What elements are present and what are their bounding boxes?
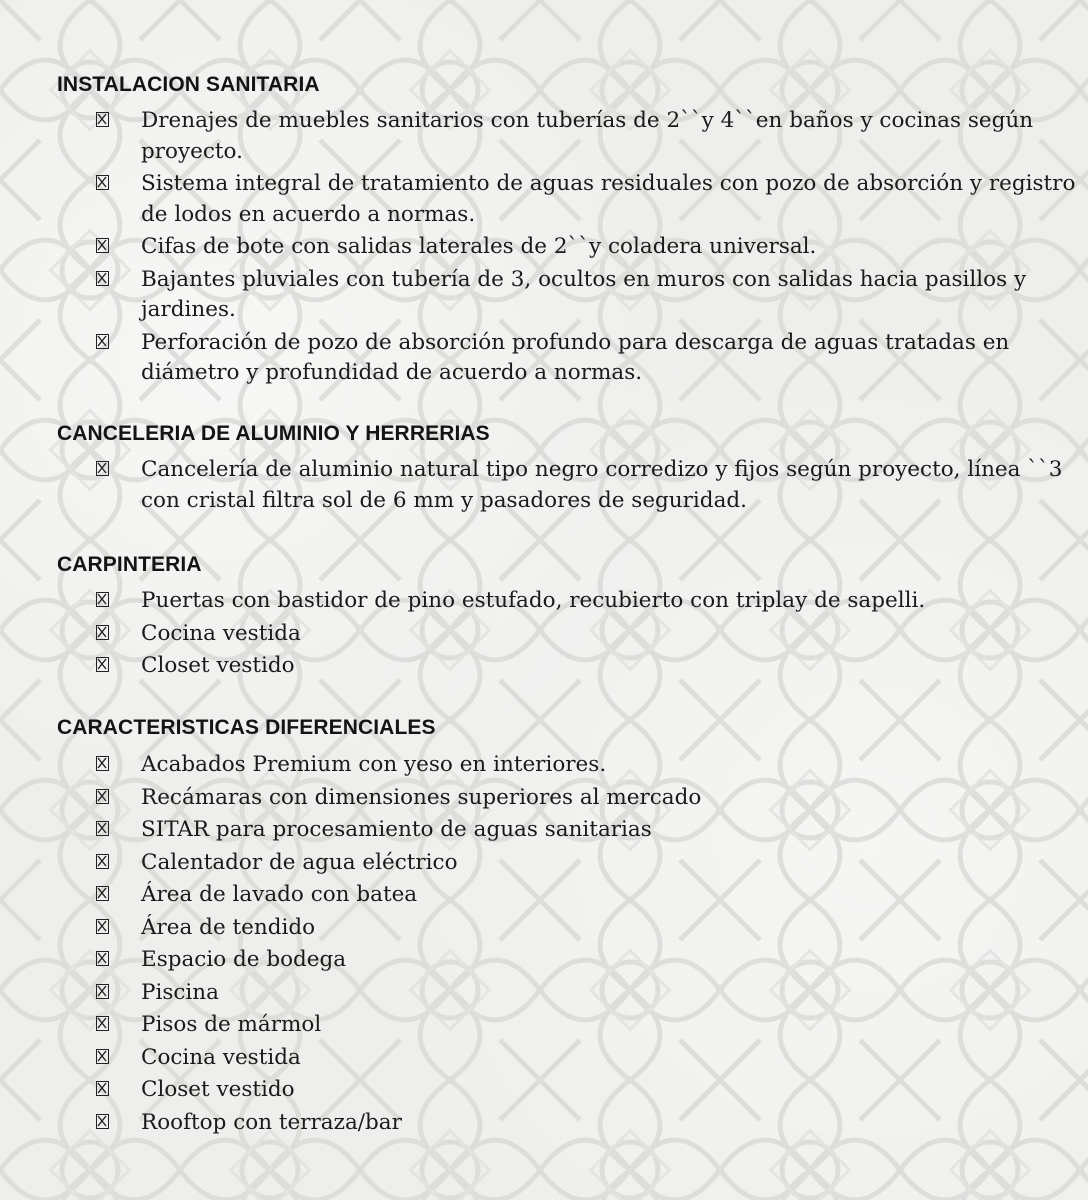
list-item-text: Closet vestido <box>141 1077 295 1102</box>
boxed-x-icon <box>96 821 109 836</box>
list-item-text: Cancelería de aluminio natural tipo negro corredizo y fijos según proyecto, línea ``3 con cristal filtra sol de 6 mm y pasadores de seguridad. <box>141 457 1063 513</box>
boxed-x-icon <box>96 592 109 607</box>
list-item <box>0 978 1088 1009</box>
list-item <box>0 783 1088 814</box>
list-item-text: Cocina vestida <box>141 1044 301 1070</box>
list-item-text: Bajantes pluviales con tubería de 3, ocultos en muros con salidas hacia pasillos y jardines. <box>141 266 1027 322</box>
list-item <box>0 1010 1088 1041</box>
list-item-text: Área de tendido <box>141 914 316 940</box>
list-item-text: Sistema integral de tratamiento de aguas residuales con pozo de absorción y registro de lodos en acuerdo a normas. <box>141 171 1076 227</box>
item-list <box>0 750 1088 1140</box>
item-list <box>0 586 1088 684</box>
list-item <box>0 848 1088 879</box>
boxed-x-icon <box>96 951 109 966</box>
list-item <box>0 328 1088 389</box>
list-item-text: Pisos de mármol <box>141 1012 322 1037</box>
list-item-text: SITAR para procesamiento de aguas sanitarias <box>141 817 652 842</box>
list-item <box>0 1108 1088 1139</box>
list-item-text: Cifas de bote con salidas laterales de 2``y coladera universal. <box>141 234 817 259</box>
section-heading: CARACTERISTICAS DIFERENCIALES <box>57 716 436 739</box>
section-heading: CANCELERIA DE ALUMINIO Y HERRERIAS <box>57 422 490 445</box>
boxed-x-icon <box>96 334 109 349</box>
list-item-text: Piscina <box>141 979 219 1005</box>
boxed-x-icon <box>96 1114 109 1129</box>
list-item <box>0 265 1088 326</box>
section-heading: INSTALACION SANITARIA <box>57 73 320 96</box>
boxed-x-icon <box>96 271 109 286</box>
list-item <box>0 106 1088 167</box>
list-item-text: Drenajes de muebles sanitarios con tuberías de 2``y 4``en baños y cocinas según proyecto. <box>141 108 1034 164</box>
list-item-text: Calentador de agua eléctrico <box>141 849 458 875</box>
boxed-x-icon <box>96 175 109 190</box>
list-item <box>0 815 1088 846</box>
list-item-text: Puertas con bastidor de pino estufado, recubierto con triplay de sapelli. <box>141 588 926 613</box>
boxed-x-icon <box>96 238 109 253</box>
boxed-x-icon <box>96 886 109 901</box>
list-item <box>0 1043 1088 1074</box>
list-item <box>0 913 1088 944</box>
section-heading: CARPINTERIA <box>57 553 202 576</box>
list-item <box>0 750 1088 781</box>
boxed-x-icon <box>96 919 109 934</box>
list-item <box>0 1075 1088 1106</box>
list-item <box>0 232 1088 263</box>
list-item <box>0 586 1088 617</box>
list-item <box>0 880 1088 911</box>
list-item-text: Espacio de bodega <box>141 947 347 972</box>
boxed-x-icon <box>96 461 109 476</box>
boxed-x-icon <box>96 984 109 999</box>
boxed-x-icon <box>96 854 109 869</box>
list-item <box>0 945 1088 976</box>
boxed-x-icon <box>96 1081 109 1096</box>
list-item-text: Área de lavado con batea <box>141 882 418 907</box>
boxed-x-icon <box>96 625 109 640</box>
list-item-text: Cocina vestida <box>141 620 301 646</box>
item-list <box>0 106 1088 391</box>
list-item <box>0 619 1088 650</box>
boxed-x-icon <box>96 1049 109 1064</box>
list-item-text: Perforación de pozo de absorción profundo para descarga de aguas tratadas en diámetro y profundidad de acuerdo a normas. <box>141 329 1010 385</box>
list-item-text: Acabados Premium con yeso en interiores. <box>141 752 607 777</box>
list-item-text: Rooftop con terraza/bar <box>141 1109 402 1135</box>
list-item-text: Recámaras con dimensiones superiores al mercado <box>141 784 702 810</box>
boxed-x-icon <box>96 1016 109 1031</box>
list-item-text: Closet vestido <box>141 653 295 678</box>
list-item <box>0 169 1088 230</box>
boxed-x-icon <box>96 657 109 672</box>
boxed-x-icon <box>96 756 109 771</box>
boxed-x-icon <box>96 789 109 804</box>
item-list <box>0 455 1088 518</box>
list-item <box>0 455 1088 516</box>
list-item <box>0 651 1088 682</box>
boxed-x-icon <box>96 112 109 127</box>
